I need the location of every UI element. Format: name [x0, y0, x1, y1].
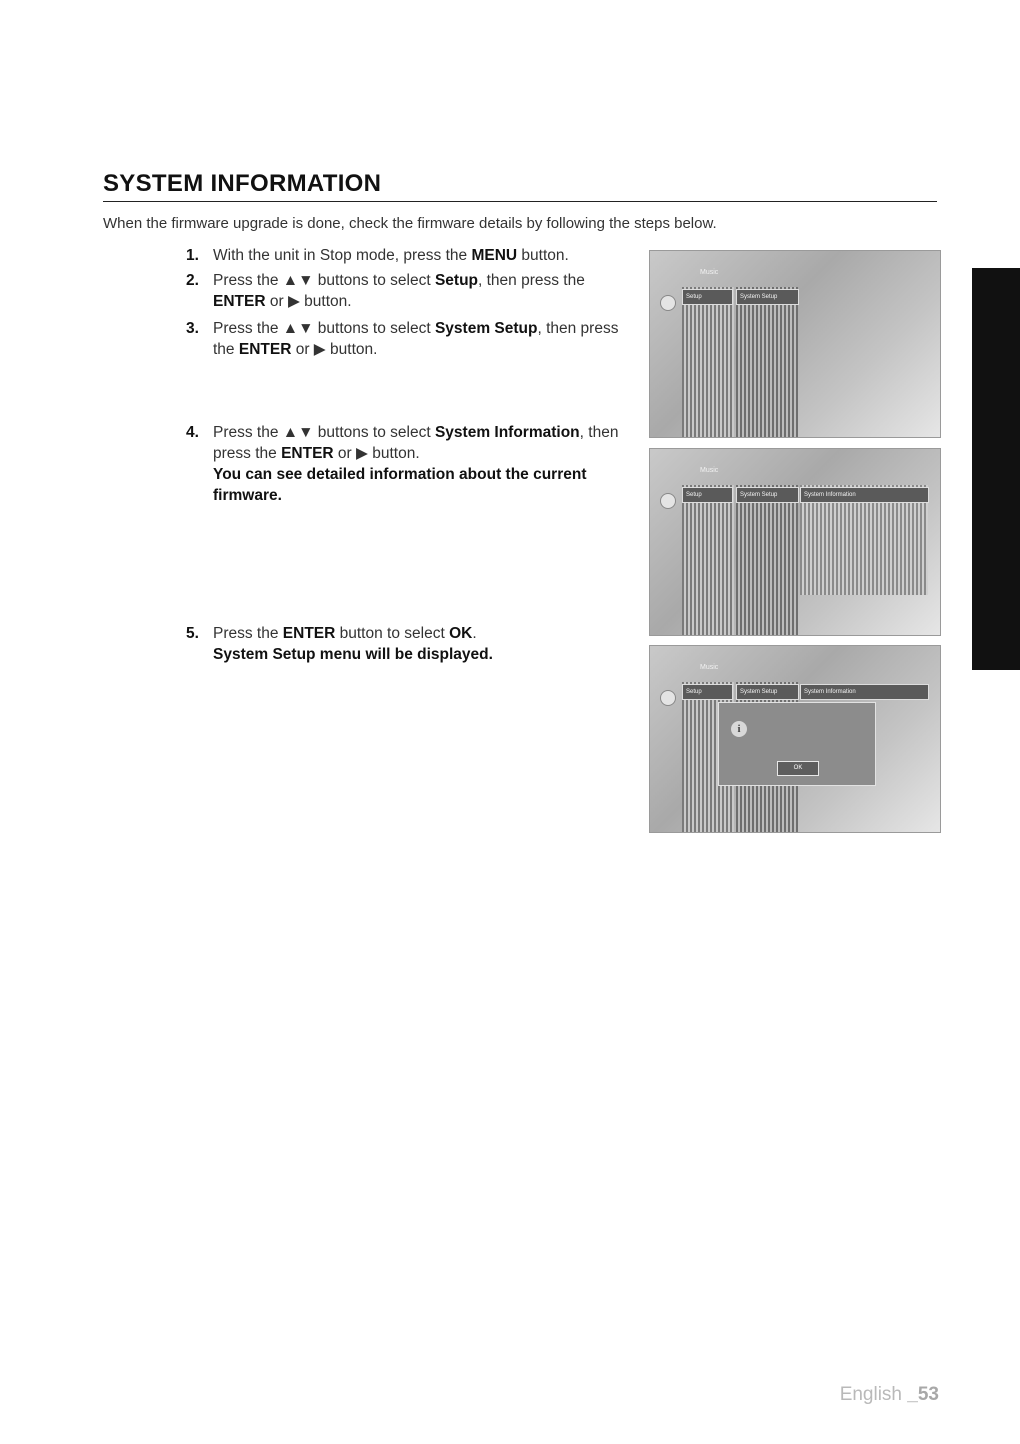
step-number: 3. — [186, 320, 199, 337]
step-text-part: Press the ▲▼ buttons to select — [213, 320, 435, 337]
step-text-part: or ▶ button. — [291, 341, 378, 358]
step-keyword: MENU — [471, 247, 518, 264]
step-text — [213, 422, 626, 506]
page-footer — [840, 1384, 939, 1406]
step-text — [213, 318, 626, 360]
step-text-part: , then press the — [213, 424, 619, 462]
system-setup-highlight: System Setup — [736, 487, 799, 503]
info-icon: i — [731, 721, 747, 737]
step-keyword: ENTER — [238, 341, 292, 358]
screenshot-system-setup — [649, 250, 941, 438]
step-text-part: Press the ▲▼ buttons to select — [213, 424, 435, 441]
system-information-dialog — [718, 702, 876, 786]
step-keyword: OK — [449, 625, 473, 642]
system-information-highlight: System Information — [800, 684, 929, 700]
step-text — [213, 623, 626, 665]
step-text-part: button to select — [335, 625, 450, 642]
page-number: _53 — [907, 1384, 939, 1405]
intro-text: When the firmware upgrade is done, check the firmware details by following the steps below. — [103, 215, 717, 232]
screenshot-system-information — [649, 448, 941, 636]
step-number: 2. — [186, 272, 199, 289]
step-text — [213, 245, 626, 266]
step-2 — [186, 270, 626, 312]
step-keyword: System Setup menu will be displayed. — [213, 646, 493, 663]
step-5 — [186, 623, 626, 665]
step-text-part: button. — [517, 247, 569, 264]
setup-highlight: Setup — [682, 487, 733, 503]
step-number: 1. — [186, 247, 199, 264]
system-setup-highlight: System Setup — [736, 289, 799, 305]
menu-column — [682, 485, 734, 635]
menu-column — [682, 287, 734, 437]
step-keyword: System Information — [434, 424, 580, 441]
step-keyword: Setup — [434, 272, 479, 289]
menu-title: Music — [700, 269, 719, 276]
step-keyword: ENTER — [282, 625, 336, 642]
step-number: 5. — [186, 625, 199, 642]
step-4 — [186, 422, 626, 506]
system-information-highlight: System Information — [800, 487, 929, 503]
disc-icon — [660, 295, 676, 311]
step-text-part: Press the ▲▼ buttons to select — [213, 272, 435, 289]
setup-highlight: Setup — [682, 684, 733, 700]
section-marker — [972, 268, 1020, 670]
menu-title: Music — [700, 664, 719, 671]
step-text-part: . — [472, 625, 477, 642]
submenu-column — [736, 485, 798, 635]
system-setup-highlight: System Setup — [736, 684, 799, 700]
step-1 — [186, 245, 626, 266]
step-3 — [186, 318, 626, 360]
ok-button[interactable]: OK — [777, 761, 819, 776]
submenu-column — [736, 287, 798, 437]
screenshot-system-information-dialog — [649, 645, 941, 833]
step-text-part: With the unit in Stop mode, press the — [213, 247, 472, 264]
setup-highlight: Setup — [682, 289, 733, 305]
step-number: 4. — [186, 424, 199, 441]
step-keyword: You can see detailed information about the current firmware. — [213, 466, 587, 504]
disc-icon — [660, 690, 676, 706]
step-text-part: , then press the — [213, 320, 619, 358]
step-keyword: ENTER — [213, 293, 266, 310]
step-text-part: Press the — [213, 625, 283, 642]
disc-icon — [660, 493, 676, 509]
menu-title: Music — [700, 467, 719, 474]
step-keyword: ENTER — [281, 445, 334, 462]
step-text-part: or ▶ button. — [333, 445, 420, 462]
step-keyword: System Setup — [434, 320, 538, 337]
footer-language: English — [839, 1384, 903, 1405]
page-title: SYSTEM INFORMATION — [103, 170, 937, 202]
step-text — [213, 270, 626, 312]
step-text-part: , then press the — [478, 272, 585, 289]
step-text-part: or ▶ button. — [265, 293, 352, 310]
